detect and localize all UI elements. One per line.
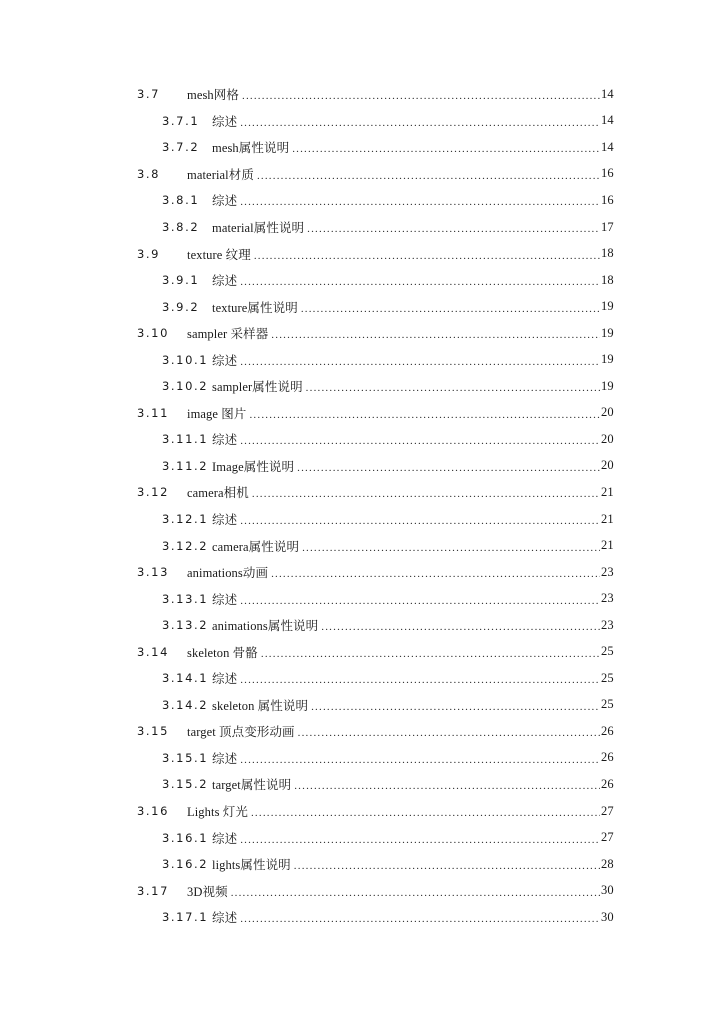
page-number: 14	[601, 113, 614, 128]
page-number: 19	[601, 378, 614, 393]
section-title: 综述	[212, 433, 238, 448]
toc-entry-3-11-1[interactable]	[0, 426, 724, 453]
entry-title-wrap	[212, 775, 600, 793]
entry-title-wrap	[212, 430, 600, 448]
toc-entry-3-11-2[interactable]	[0, 453, 724, 480]
section-number: 3.8.2	[162, 220, 200, 234]
dot-leader	[306, 382, 600, 394]
section-number: 3.7	[137, 87, 161, 102]
table-of-contents	[0, 81, 724, 931]
section-title: 综述	[212, 274, 238, 289]
dot-leader	[298, 727, 600, 739]
toc-entry-3-14[interactable]	[0, 638, 724, 665]
section-number: 3.10.2	[162, 379, 209, 394]
toc-entry-3-10-2[interactable]	[0, 373, 724, 400]
section-number: 3.16	[137, 804, 170, 819]
section-number: 3.14	[137, 644, 170, 659]
section-title: animations属性说明	[212, 619, 319, 634]
dot-leader	[301, 303, 600, 315]
dot-leader	[240, 913, 600, 925]
dot-leader	[302, 542, 600, 554]
entry-title-wrap	[212, 669, 600, 687]
section-title: 综述	[212, 114, 238, 129]
toc-entry-3-14-1[interactable]	[0, 665, 724, 692]
section-title: skeleton 属性说明	[212, 698, 309, 713]
page-number: 30	[601, 883, 614, 898]
toc-entry-3-12-1[interactable]	[0, 506, 724, 533]
toc-entry-3-12-2[interactable]	[0, 532, 724, 559]
dot-leader	[251, 807, 600, 819]
toc-entry-3-10[interactable]	[0, 320, 724, 347]
section-number: 3.10.1	[162, 352, 209, 367]
dot-leader	[254, 250, 600, 262]
section-title: material属性说明	[212, 221, 305, 235]
page-number: 19	[601, 299, 614, 314]
dot-leader	[292, 143, 600, 155]
dot-leader	[240, 117, 600, 129]
section-number: 3.13.1	[162, 591, 209, 606]
entry-title-wrap	[212, 749, 600, 767]
entry-title-wrap	[212, 829, 600, 847]
entry-title-wrap	[212, 138, 600, 156]
entry-title-wrap	[187, 643, 600, 661]
section-title: 综述	[212, 831, 238, 846]
dot-leader	[271, 329, 600, 341]
section-number: 3.11.2	[162, 458, 209, 473]
dot-leader	[240, 356, 600, 368]
section-title: camera相机	[187, 486, 249, 501]
dot-leader	[297, 462, 600, 474]
toc-entry-3-17-1[interactable]	[0, 904, 724, 931]
toc-entry-3-12[interactable]	[0, 479, 724, 506]
section-title: texture属性说明	[212, 300, 298, 315]
dot-leader	[240, 276, 600, 288]
entry-title-wrap	[212, 191, 600, 209]
page-number: 30	[601, 909, 614, 924]
section-title: mesh网格	[187, 88, 239, 103]
page-number: 17	[601, 219, 614, 234]
section-number: 3.13	[137, 565, 170, 580]
entry-title-wrap	[187, 722, 600, 740]
dot-leader	[231, 887, 600, 899]
dot-leader	[311, 701, 600, 713]
section-number: 3.10	[137, 326, 170, 341]
entry-title-wrap	[187, 483, 600, 501]
toc-entry-3-7-2[interactable]	[0, 134, 724, 161]
toc-entry-3-7[interactable]	[0, 81, 724, 108]
section-title: sampler 采样器	[187, 327, 269, 342]
section-title: 综述	[212, 911, 238, 926]
section-number: 3.14.2	[162, 697, 209, 712]
section-number: 3.12.1	[162, 512, 209, 527]
dot-leader	[294, 860, 600, 872]
section-number: 3.17.1	[162, 910, 209, 925]
page-number: 25	[601, 670, 614, 685]
section-number: 3.8	[137, 166, 161, 181]
page-number: 27	[601, 803, 614, 818]
toc-entry-3-8[interactable]	[0, 161, 724, 188]
toc-entry-3-15-2[interactable]	[0, 771, 724, 798]
page-number: 14	[601, 139, 614, 154]
dot-leader	[240, 595, 600, 607]
section-title: 综述	[212, 592, 238, 607]
dot-leader	[321, 621, 600, 633]
page-number: 20	[601, 405, 614, 420]
toc-entry-3-15-1[interactable]	[0, 745, 724, 772]
toc-entry-3-16-2[interactable]	[0, 851, 724, 878]
section-title: Image属性说明	[212, 459, 295, 474]
section-title: sampler属性说明	[212, 380, 303, 395]
section-number: 3.11.1	[162, 432, 209, 447]
dot-leader	[294, 780, 600, 792]
entry-title-wrap	[187, 245, 600, 263]
toc-entry-3-16-1[interactable]	[0, 824, 724, 851]
dot-leader	[242, 90, 600, 102]
page-number: 21	[601, 511, 614, 526]
section-number: 3.12	[137, 485, 170, 500]
section-title: lights属性说明	[212, 858, 291, 873]
entry-title-wrap	[187, 404, 600, 422]
section-number: 3.16.2	[162, 857, 209, 872]
dot-leader	[240, 834, 600, 846]
toc-entry-3-13[interactable]	[0, 559, 724, 586]
toc-entry-3-9[interactable]	[0, 240, 724, 267]
section-title: 综述	[212, 513, 238, 528]
toc-entry-3-9-1[interactable]	[0, 267, 724, 294]
dot-leader	[240, 435, 600, 447]
entry-title-wrap	[187, 165, 600, 183]
toc-entry-3-15[interactable]	[0, 718, 724, 745]
section-number: 3.16.1	[162, 830, 209, 845]
entry-title-wrap	[212, 351, 600, 369]
section-number: 3.12.2	[162, 538, 209, 553]
entry-title-wrap	[187, 563, 600, 581]
page-number: 16	[601, 166, 614, 181]
section-title: target 顶点变形动画	[187, 725, 295, 740]
section-title: material材质	[187, 167, 254, 182]
entry-title-wrap	[187, 802, 600, 820]
toc-entry-3-7-1[interactable]	[0, 108, 724, 135]
section-title: target属性说明	[212, 778, 292, 793]
dot-leader	[240, 515, 600, 527]
entry-title-wrap	[212, 696, 600, 714]
page-number: 18	[601, 246, 614, 261]
page-number: 14	[601, 86, 614, 101]
entry-title-wrap	[212, 590, 600, 608]
dot-leader	[257, 170, 600, 182]
toc-entry-3-13-1[interactable]	[0, 585, 724, 612]
page-number: 25	[601, 644, 614, 659]
entry-title-wrap	[212, 218, 600, 236]
section-number: 3.8.1	[162, 193, 200, 208]
section-title: animations动画	[187, 566, 269, 581]
dot-leader	[271, 568, 600, 580]
entry-title-wrap	[212, 537, 600, 555]
section-title: texture 纹理	[187, 247, 251, 262]
page-number: 23	[601, 591, 614, 606]
page-number: 20	[601, 458, 614, 473]
section-title: camera属性说明	[212, 539, 300, 554]
section-number: 3.9.2	[162, 299, 200, 314]
entry-title-wrap	[212, 271, 600, 289]
toc-entry-3-8-1[interactable]	[0, 187, 724, 214]
section-title: mesh属性说明	[212, 141, 290, 156]
dot-leader	[252, 488, 600, 500]
entry-title-wrap	[212, 112, 600, 130]
section-title: 3D视频	[187, 884, 228, 899]
entry-title-wrap	[212, 457, 600, 475]
entry-title-wrap	[212, 377, 600, 395]
page-number: 19	[601, 352, 614, 367]
page-number: 26	[601, 750, 614, 765]
section-number: 3.9.1	[162, 273, 200, 288]
entry-title-wrap	[187, 882, 600, 900]
toc-entry-3-16[interactable]	[0, 798, 724, 825]
section-title: 综述	[212, 672, 238, 687]
page-number: 25	[601, 697, 614, 712]
section-number: 3.9	[137, 246, 161, 261]
page-number: 21	[601, 484, 614, 499]
dot-leader	[249, 409, 600, 421]
toc-entry-3-11[interactable]	[0, 400, 724, 427]
section-number: 3.13.2	[162, 618, 209, 633]
entry-title-wrap	[212, 298, 600, 316]
toc-entry-3-13-2[interactable]	[0, 612, 724, 639]
toc-entry-3-14-2[interactable]	[0, 692, 724, 719]
toc-entry-3-17[interactable]	[0, 877, 724, 904]
section-title: Lights 灯光	[187, 805, 248, 820]
section-title: 综述	[212, 194, 238, 209]
dot-leader	[307, 223, 600, 235]
section-number: 3.15	[137, 724, 170, 739]
dot-leader	[261, 648, 600, 660]
entry-title-wrap	[187, 324, 600, 342]
dot-leader	[240, 754, 600, 766]
entry-title-wrap	[212, 855, 600, 873]
section-number: 3.15.2	[162, 777, 209, 792]
page-number: 16	[601, 192, 614, 207]
section-title: 综述	[212, 751, 238, 766]
section-number: 3.15.1	[162, 750, 209, 765]
page-number: 26	[601, 776, 614, 791]
entry-title-wrap	[212, 510, 600, 528]
page-number: 18	[601, 272, 614, 287]
toc-entry-3-10-1[interactable]	[0, 346, 724, 373]
section-title: image 图片	[187, 406, 247, 421]
dot-leader	[240, 196, 600, 208]
section-title: skeleton 骨骼	[187, 645, 258, 660]
page-number: 26	[601, 723, 614, 738]
section-number: 3.7.1	[162, 113, 200, 128]
entry-title-wrap	[212, 616, 600, 634]
section-number: 3.7.2	[162, 140, 200, 155]
page-number: 21	[601, 538, 614, 553]
page-number: 27	[601, 830, 614, 845]
toc-entry-3-8-2[interactable]	[0, 214, 724, 241]
dot-leader	[240, 674, 600, 686]
page-number: 28	[601, 856, 614, 871]
page-number: 19	[601, 325, 614, 340]
toc-entry-3-9-2[interactable]	[0, 293, 724, 320]
entry-title-wrap	[212, 908, 600, 926]
section-number: 3.11	[137, 405, 170, 420]
section-number: 3.14.1	[162, 671, 209, 686]
section-title: 综述	[212, 353, 238, 368]
page-number: 23	[601, 564, 614, 579]
page-number: 20	[601, 431, 614, 446]
page-number: 23	[601, 617, 614, 632]
section-number: 3.17	[137, 883, 170, 898]
entry-title-wrap	[187, 85, 600, 103]
